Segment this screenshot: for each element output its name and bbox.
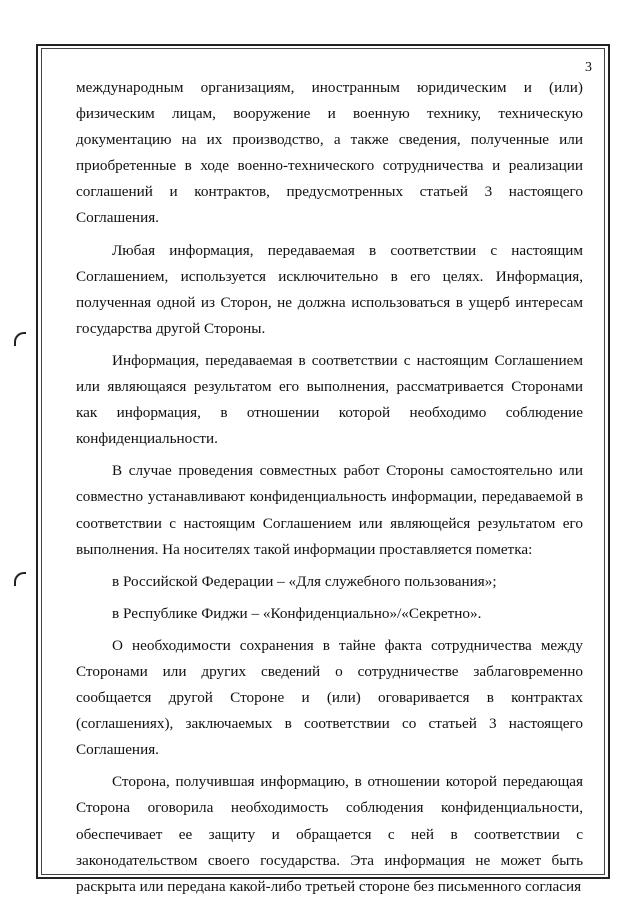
paragraph-secrecy-notice: О необходимости сохранения в тайне факта сотрудничества между Сторонами или других сведений о сотрудничестве заблаговременно сообщается другой Стороне и (или) оговаривается в контрактах (соглашениях), заключаемых в соответствии со статьей 3 настоящего Соглашения. [76,636,583,759]
binding-hole-mark-lower [14,572,26,586]
paragraph-receiving-party: Сторона, получившая информацию, в отношении которой передающая Сторона оговорила необходимость соблюдения конфиденциальности, обеспечивает ее защиту и обращается с ней в соответствии с законодательством своего государства. Эта информация не может быть раскрыта или передана какой-либо третьей стороне без письменного согласия [76,773,583,895]
paragraph-confidentiality: Информация, передаваемая в соответствии с настоящим Соглашением или являющаяся результатом его выполнения, рассматривается Сторонами как информация, в отношении которой необходимо соблюдение конфиденциальности. [76,351,583,448]
paragraph-marking-fiji: в Республике Фиджи – «Конфиденциально»/«Секретно». [112,604,482,622]
page-number: 3 [585,60,592,75]
document-body [76,75,583,900]
binding-hole-mark-upper [14,332,26,346]
paragraph-marking-russia: в Российской Федерации – «Для служебного пользования»; [112,572,497,590]
paragraph-information-use: Любая информация, передаваемая в соответствии с настоящим Соглашением, используется исключительно в его целях. Информация, полученная одной из Сторон, не должна использоваться в ущерб интересам государства другой Стороны. [76,241,583,337]
paragraph-joint-works: В случае проведения совместных работ Стороны самостоятельно или совместно устанавливают конфиденциальность информации, передаваемой в соответствии с настоящим Соглашением или являющейся результатом его выполнения. На носителях такой информации проставляется пометка: [76,462,583,558]
paragraph-continuation: международным организациям, иностранным юридическим и (или) физическим лицам, вооружение и военную технику, техническую документацию на их производство, а также сведения, полученные или приобретенные в ходе военно-технического сотрудничества и реализации соглашений и контрактов, предусмотренных статьей 3 настоящего Соглашения. [76,79,583,227]
